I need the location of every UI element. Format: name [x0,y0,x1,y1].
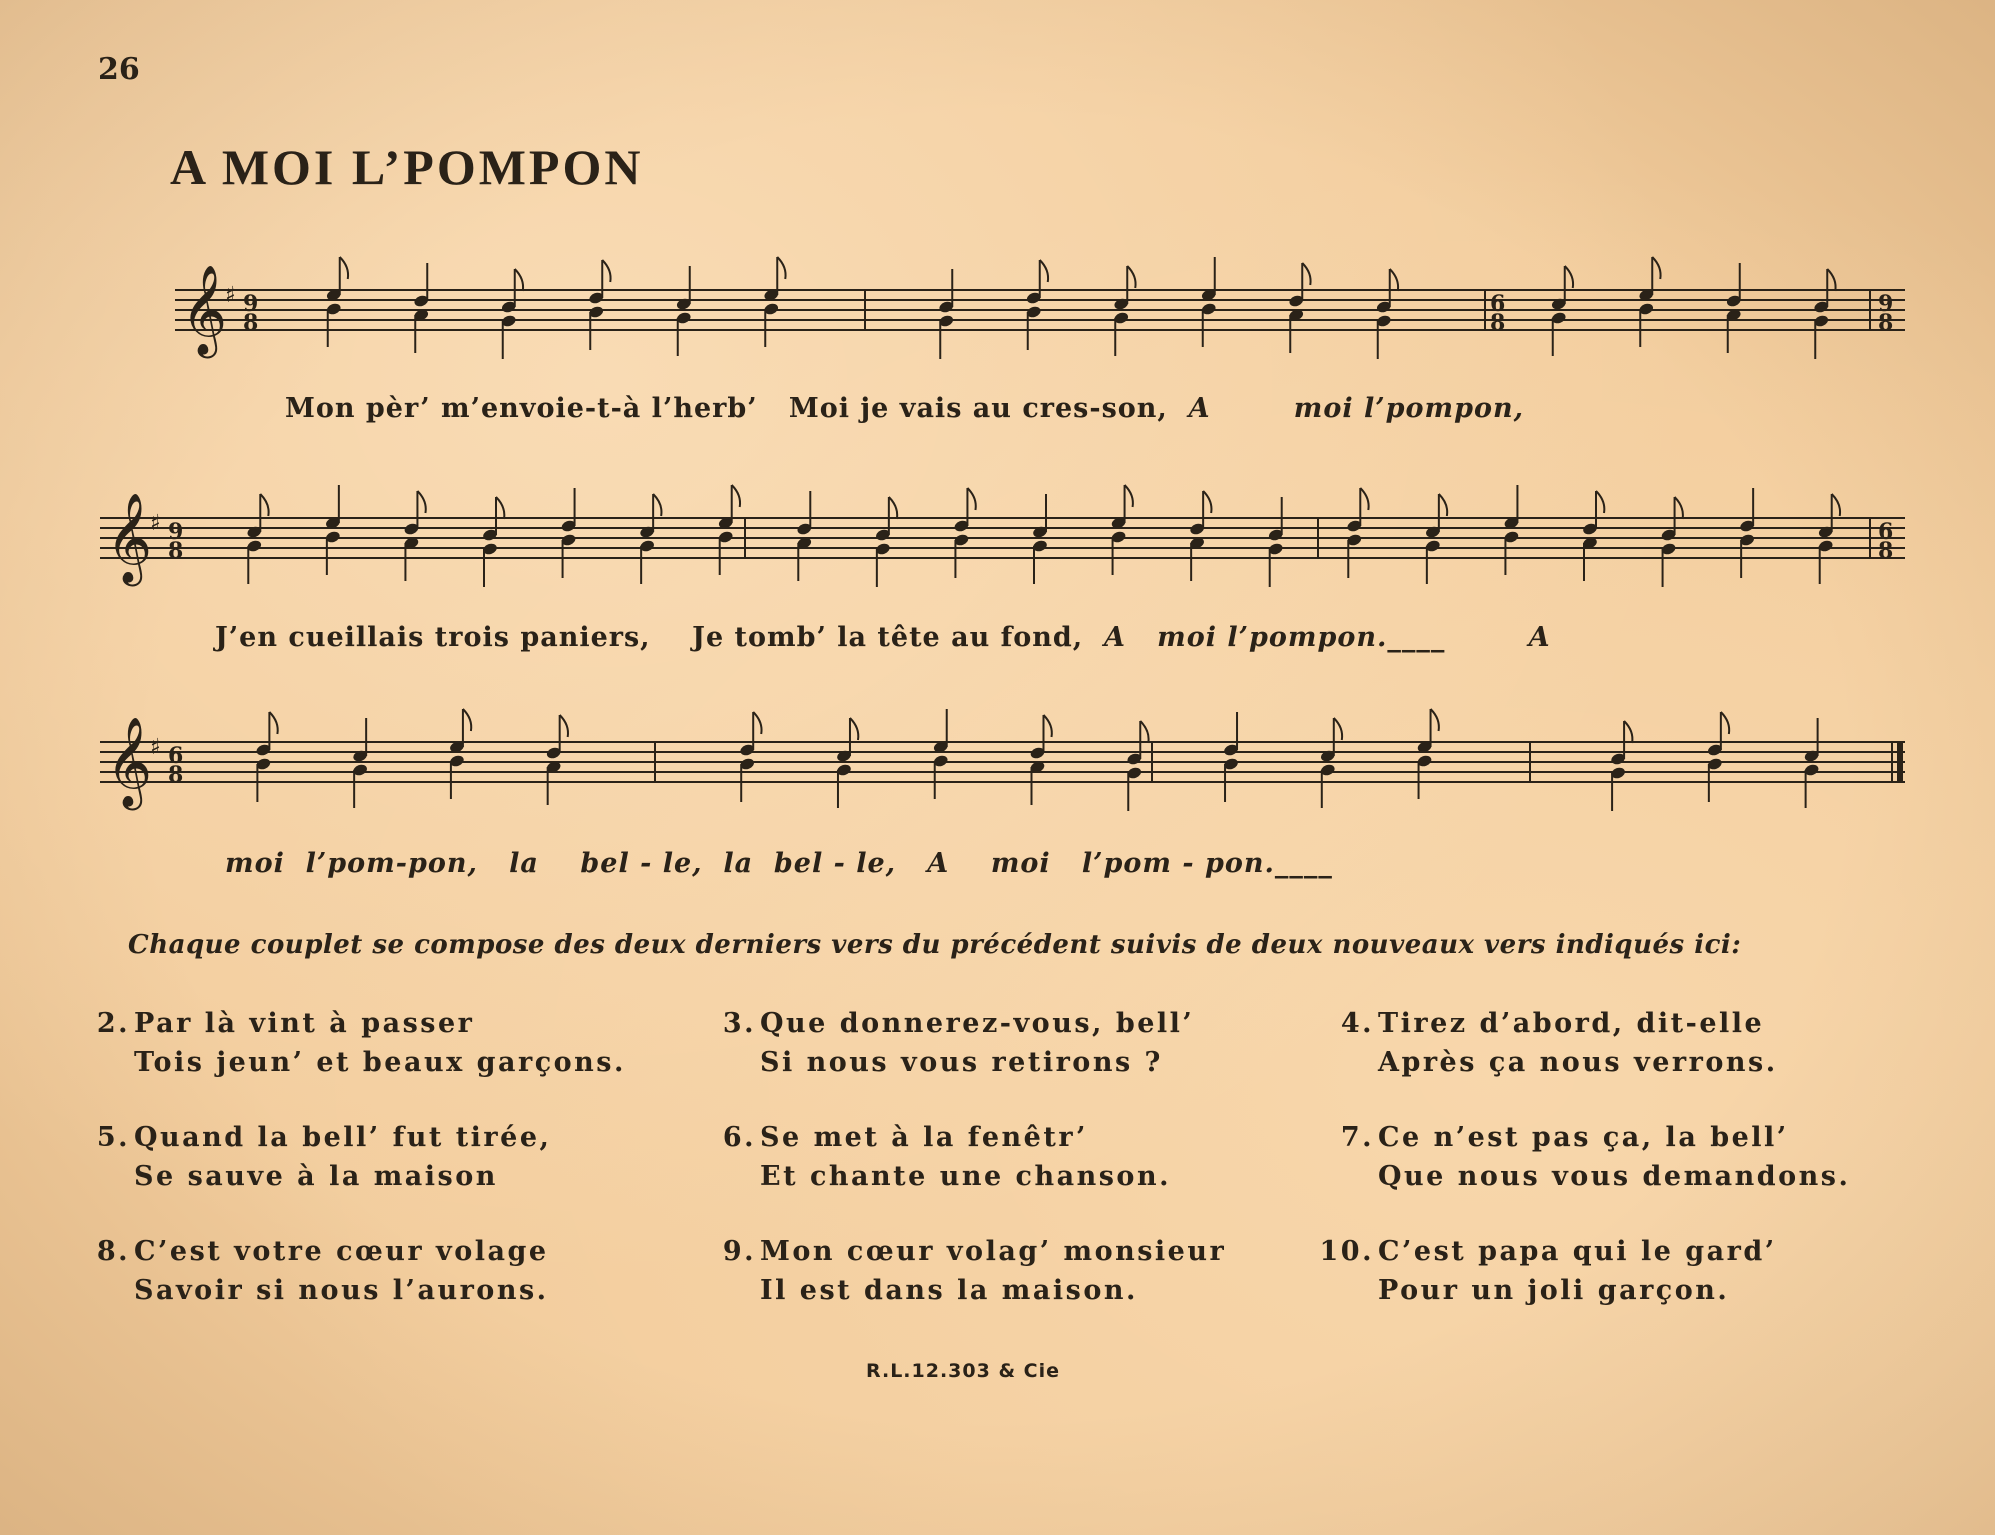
time-signature-top: 9 [243,291,259,317]
time-signature-top: 9 [1878,291,1894,317]
treble-clef-icon: 𝄞 [106,493,153,583]
time-signature-top: 6 [168,743,184,769]
note-flag [1360,488,1368,510]
note-flag [1827,269,1835,291]
note-flag [653,494,661,516]
note-flag [1439,494,1447,516]
note-flag [1127,266,1135,288]
note-flag [967,488,975,510]
time-signature-top: 6 [1490,291,1506,317]
note-flag [515,269,523,291]
time-signature-bottom: 8 [1490,310,1506,336]
couplet-instruction: Chaque couplet se compose des deux derniers vers du précédent suivis de deux nouveaux vers indiqués ici: [128,930,1742,960]
page-number: 26 [98,52,140,87]
treble-clef-icon: 𝄞 [181,265,228,355]
key-sharp-icon: ♯ [150,735,161,760]
publisher-code: R.L.12.303 & Cie [866,1360,1060,1382]
note-flag [260,494,268,516]
lyric-line-2: J’en cueillais trois paniers, Je tomb’ la tête au fond, A moi l’pompon.____ A [215,622,1551,653]
lyric-line-3: moi l’pom-pon, la bel - le, la bel - le, A moi l’pom - pon.____ [225,848,1333,879]
couplet-10: 10. C’est papa qui le gard’ Pour un joli garçon. [1319,1236,1777,1306]
time-signature-bottom: 8 [168,538,184,564]
note-flag [1140,721,1148,743]
note-flag [1721,712,1729,734]
note-flag [1624,721,1632,743]
note-flag [1565,266,1573,288]
key-sharp-icon: ♯ [150,511,161,536]
couplet-9: 9. Mon cœur volag’ monsieur Il est dans la maison. [722,1236,1227,1306]
key-sharp-icon: ♯ [225,283,236,308]
note-flag [1652,257,1660,279]
note-flag [1040,260,1048,282]
time-signature-bottom: 8 [1878,538,1894,564]
note-flag [1203,491,1211,513]
note-flag [1390,269,1398,291]
note-flag [1675,497,1683,519]
note-flag [889,497,897,519]
time-signature-top: 6 [1878,519,1894,545]
time-signature-bottom: 8 [168,762,184,788]
couplet-8: 8. C’est votre cœur volage Savoir si nous l’aurons. [96,1236,549,1306]
treble-clef-icon: 𝄞 [106,717,153,807]
note-flag [1596,491,1604,513]
couplet-6: 6. Se met à la fenêtr’ Et chante une chanson. [722,1122,1171,1192]
couplet-3: 3. Que donnerez-vous, bell’ Si nous vous retirons ? [722,1008,1195,1078]
note-flag [1125,485,1133,507]
note-flag [1431,709,1439,731]
lyric-line-1: Mon pèr’ m’envoie-t-à l’herb’ Moi je vais au cres-son, A moi l’pompon, [285,393,1525,424]
note-flag [777,257,785,279]
time-signature-top: 9 [168,519,184,545]
note-flag [463,709,471,731]
note-flag [269,712,277,734]
note-flag [417,491,425,513]
couplet-2: 2. Par là vint à passer Tois jeun’ et beaux garçons. [96,1008,626,1078]
note-flag [1302,263,1310,285]
note-flag [732,485,740,507]
note-flag [1044,715,1052,737]
note-flag [1832,494,1840,516]
note-flag [1334,718,1342,740]
couplet-7: 7. Ce n’est pas ça, la bell’ Que nous vous demandons. [1340,1122,1851,1192]
couplet-4: 4. Tirez d’abord, dit-elle Après ça nous verrons. [1340,1008,1778,1078]
note-flag [496,497,504,519]
couplet-5: 5. Quand la bell’ fut tirée, Se sauve à la maison [96,1122,552,1192]
note-flag [560,715,568,737]
note-flag [753,712,761,734]
note-flag [602,260,610,282]
time-signature-bottom: 8 [1878,310,1894,336]
song-title: A MOI L’POMPON [170,139,644,195]
note-flag [340,257,348,279]
note-flag [850,718,858,740]
time-signature-bottom: 8 [243,310,259,336]
